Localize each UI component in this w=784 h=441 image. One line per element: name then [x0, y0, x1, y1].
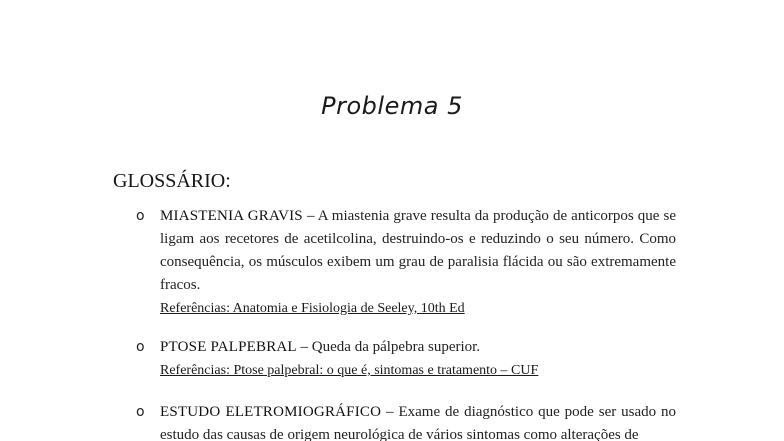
glossary-entry-eletromiografico — [136, 401, 676, 441]
term-separator: – — [296, 339, 312, 355]
bullet-icon: o — [136, 404, 145, 420]
glossary-definition: Exame de diagnóstico que pode ser usado no estudo das causas de origem neurológica de vários sintomas como alterações de — [160, 404, 677, 441]
reference-link[interactable]: Referências: Ptose palpebral: o que é, sintomas e tratamento – CUF — [160, 363, 539, 378]
glossary-entry-ptose — [136, 336, 676, 382]
glossary-definition: A miastenia grave resulta da produção de anticorpos que se ligam aos recetores de acetilcolina, destruindo-os e reduzindo o seu número. Como consequência, os músculos exibem um grau de paralisia flácida ou são extremamente fracos. — [160, 208, 676, 293]
term-separator: – — [302, 208, 318, 224]
glossary-term: MIASTENIA GRAVIS — [160, 208, 303, 224]
bullet-icon: o — [136, 208, 145, 224]
page-title: Problema 5 — [321, 92, 463, 120]
entry-body — [160, 336, 676, 382]
glossary-term: PTOSE PALPEBRAL — [160, 339, 297, 355]
glossary-heading: GLOSSÁRIO: — [113, 170, 231, 192]
entry-body — [160, 401, 676, 441]
term-separator: – — [381, 404, 399, 420]
glossary-definition: Queda da pálpebra superior. — [311, 339, 481, 355]
glossary-entry-miastenia — [136, 205, 676, 320]
glossary-term: ESTUDO ELETROMIOGRÁFICO — [160, 404, 382, 420]
bullet-icon: o — [136, 339, 145, 355]
reference-link[interactable]: Referências: Anatomia e Fisiologia de Seeley, 10th Ed — [160, 301, 465, 316]
entry-body — [160, 205, 676, 320]
